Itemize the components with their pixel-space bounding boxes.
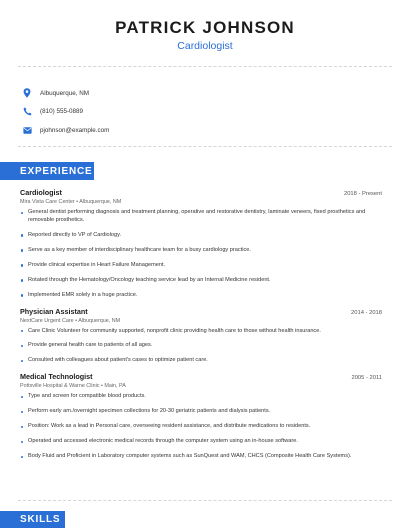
candidate-role: Cardiologist xyxy=(177,40,233,52)
bullet-item: Type and screen for compatible blood products. xyxy=(20,393,382,401)
bullet-item: Perform early am./overnight specimen collections for 20-30 geriatric patients and dialysis patients. xyxy=(20,408,382,416)
job-entry xyxy=(20,188,382,299)
job-title: Cardiologist xyxy=(20,188,62,197)
job-title: Medical Technologist xyxy=(20,372,93,382)
candidate-name: PATRICK JOHNSON xyxy=(115,18,295,37)
job-entry xyxy=(20,372,382,461)
job-dates: 2018 - Present xyxy=(343,191,382,197)
bullet-item: Operated and accessed electronic medical records through the computer system using an in-house software. xyxy=(20,438,382,446)
mail-icon xyxy=(22,125,32,135)
bullet-item: Rotated through the Hematology/Oncology teaching service lead by an Internal Medicine resident. xyxy=(20,277,382,285)
contact-email-text: pjohnson@example.com xyxy=(40,126,110,134)
skills-section-title: SKILLS xyxy=(0,511,65,528)
bullet-item: Consulted with colleagues about patient's cases to optimize patient care. xyxy=(20,357,382,365)
job-bullets xyxy=(20,209,382,299)
bullet-item: Provide clinical expertise in Heart Failure Management. xyxy=(20,262,382,270)
bullet-item: Serve as a key member of interdisciplinary healthcare team for a busy cardiology practice. xyxy=(20,247,382,255)
bullet-item: Implemented EMR solely in a huge practice. xyxy=(20,292,382,300)
bullet-item: Position: Work as a lead in Personal care, overseeing resident assistance, and distribute medications to residents. xyxy=(20,423,382,431)
job-bullets xyxy=(20,328,382,366)
bullet-item: Body Fluid and Proficient in Laboratory computer systems such as SunQuest and WAM, CHCS (Composite Health Care Systems). xyxy=(20,453,382,461)
location-pin-icon xyxy=(22,88,32,98)
experience-section-title: EXPERIENCE xyxy=(0,162,94,180)
contact-email xyxy=(22,121,109,139)
job-organization: Mira Vista Care Center • Albuquerque, NM xyxy=(20,199,122,205)
job-bullets xyxy=(20,393,382,461)
job-entry xyxy=(20,307,382,366)
contact-location-text: Albuquerque, NM xyxy=(40,89,90,97)
job-dates: 2014 - 2018 xyxy=(351,309,382,316)
bullet-item: Provide general health care to patients of all ages. xyxy=(20,342,382,350)
contact-list xyxy=(22,84,109,140)
bullet-item: General dentist performing diagnosis and treatment planning, operative and restorative dentistry, laminate veneers, fixed prosthetics and removable prosthetics. xyxy=(20,209,382,224)
contact-phone-text: (810) 555-0889 xyxy=(40,108,84,115)
bullet-item: Care Clinic Volunteer for community supported, nonprofit clinic providing health care to those without health insurance. xyxy=(20,328,382,336)
job-dates: 2005 - 2011 xyxy=(351,375,382,382)
divider xyxy=(18,500,392,501)
contact-location xyxy=(22,84,109,102)
contact-phone xyxy=(22,103,109,121)
job-organization: NextCare Urgent Care • Albuquerque, NM xyxy=(20,317,121,324)
job-organization: Pottsville Hospital & Warne Clinic • Main, PA xyxy=(20,383,126,390)
resume-header xyxy=(0,0,410,53)
job-title: Physician Assistant xyxy=(20,306,88,316)
divider xyxy=(18,146,392,147)
phone-icon xyxy=(22,107,32,117)
divider xyxy=(18,66,392,67)
bullet-item: Reported directly to VP of Cardiology. xyxy=(20,232,382,240)
experience-section xyxy=(20,188,382,468)
